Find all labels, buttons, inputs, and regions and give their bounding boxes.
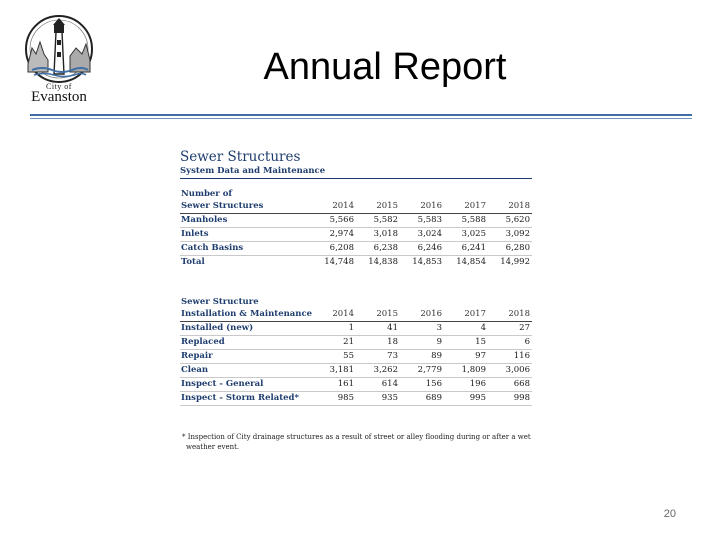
- cell-value: 21: [312, 336, 356, 350]
- sewer-structures-table: [180, 189, 532, 269]
- logo-name-text: Evanston: [31, 89, 87, 105]
- year-header: 2015: [356, 308, 400, 322]
- total-row: [180, 256, 532, 270]
- cell-value: 9: [400, 336, 444, 350]
- cell-value: 18: [356, 336, 400, 350]
- cell-value: 1,809: [444, 364, 488, 378]
- table-row: [180, 228, 532, 242]
- cell-value: 97: [444, 350, 488, 364]
- table-header-label: Sewer Structure: [181, 297, 259, 307]
- row-label: Clean: [180, 364, 312, 378]
- cell-value: 14,853: [400, 256, 444, 270]
- logo-city-text: City of: [46, 82, 72, 91]
- year-header: 2017: [444, 200, 488, 214]
- table-row: [180, 336, 532, 350]
- year-header: 2018: [488, 200, 532, 214]
- table-row: [180, 242, 532, 256]
- cell-value: 668: [488, 378, 532, 392]
- cell-value: 935: [356, 392, 400, 406]
- table-row: [180, 350, 532, 364]
- year-header: 2014: [312, 308, 356, 322]
- lighthouse-seal-icon: [18, 14, 100, 84]
- cell-value: 998: [488, 392, 532, 406]
- cell-value: 116: [488, 350, 532, 364]
- footnote-line: * Inspection of City drainage structures as a result of street or alley flooding during or after a wet: [182, 433, 531, 441]
- year-header: 2016: [400, 200, 444, 214]
- cell-value: 3,092: [488, 228, 532, 242]
- table-row: [180, 364, 532, 378]
- table-header-row: [180, 308, 532, 322]
- row-label: Inspect - Storm Related*: [180, 392, 312, 406]
- cell-value: 689: [400, 392, 444, 406]
- table-row: [180, 214, 532, 228]
- title-divider-thin: [30, 118, 692, 119]
- table-header-row: [180, 200, 532, 214]
- year-header: 2016: [400, 308, 444, 322]
- cell-value: 6: [488, 336, 532, 350]
- cell-value: 2,974: [312, 228, 356, 242]
- cell-value: 3,024: [400, 228, 444, 242]
- page-number: 20: [663, 508, 676, 520]
- cell-value: 614: [356, 378, 400, 392]
- row-label: Total: [180, 256, 312, 270]
- year-header: 2015: [356, 200, 400, 214]
- table-row: [180, 322, 532, 336]
- table-header-label: Sewer Structures: [180, 200, 312, 214]
- report-excerpt: [180, 148, 532, 458]
- cell-value: 6,280: [488, 242, 532, 256]
- cell-value: 196: [444, 378, 488, 392]
- cell-value: 73: [356, 350, 400, 364]
- city-logo: [18, 14, 100, 106]
- row-label: Repair: [180, 350, 312, 364]
- cell-value: 14,992: [488, 256, 532, 270]
- report-title: Sewer Structures: [180, 149, 301, 165]
- installation-maintenance-table: [180, 297, 532, 406]
- row-label: Inspect - General: [180, 378, 312, 392]
- cell-value: 55: [312, 350, 356, 364]
- row-label: Installed (new): [180, 322, 312, 336]
- cell-value: 14,838: [356, 256, 400, 270]
- year-header: 2014: [312, 200, 356, 214]
- cell-value: 161: [312, 378, 356, 392]
- cell-value: 3,018: [356, 228, 400, 242]
- cell-value: 89: [400, 350, 444, 364]
- row-label: Inlets: [180, 228, 312, 242]
- cell-value: 6,208: [312, 242, 356, 256]
- row-label: Replaced: [180, 336, 312, 350]
- cell-value: 3,181: [312, 364, 356, 378]
- table-header-row: [180, 297, 532, 308]
- table-row: [180, 392, 532, 406]
- cell-value: 985: [312, 392, 356, 406]
- table-header-row: [180, 189, 532, 200]
- table-header-label: Number of: [181, 189, 233, 199]
- cell-value: 6,238: [356, 242, 400, 256]
- year-header: 2017: [444, 308, 488, 322]
- row-label: Manholes: [180, 214, 312, 228]
- cell-value: 5,582: [356, 214, 400, 228]
- cell-value: 6,246: [400, 242, 444, 256]
- cell-value: 41: [356, 322, 400, 336]
- cell-value: 995: [444, 392, 488, 406]
- cell-value: 3,025: [444, 228, 488, 242]
- cell-value: 14,748: [312, 256, 356, 270]
- cell-value: 5,620: [488, 214, 532, 228]
- cell-value: 6,241: [444, 242, 488, 256]
- footnote-line: weather event.: [186, 443, 240, 451]
- cell-value: 5,588: [444, 214, 488, 228]
- cell-value: 27: [488, 322, 532, 336]
- table-header-label: Installation & Maintenance: [180, 308, 312, 322]
- title-divider: [30, 114, 692, 116]
- table-row: [180, 378, 532, 392]
- cell-value: 14,854: [444, 256, 488, 270]
- cell-value: 15: [444, 336, 488, 350]
- cell-value: 3: [400, 322, 444, 336]
- footnote: [180, 432, 532, 452]
- cell-value: 156: [400, 378, 444, 392]
- cell-value: 1: [312, 322, 356, 336]
- cell-value: 2,779: [400, 364, 444, 378]
- year-header: 2018: [488, 308, 532, 322]
- cell-value: 5,566: [312, 214, 356, 228]
- report-subtitle: System Data and Maintenance: [180, 166, 532, 179]
- cell-value: 4: [444, 322, 488, 336]
- cell-value: 5,583: [400, 214, 444, 228]
- row-label: Catch Basins: [180, 242, 312, 256]
- slide-title: Annual Report: [263, 46, 507, 88]
- cell-value: 3,262: [356, 364, 400, 378]
- cell-value: 3,006: [488, 364, 532, 378]
